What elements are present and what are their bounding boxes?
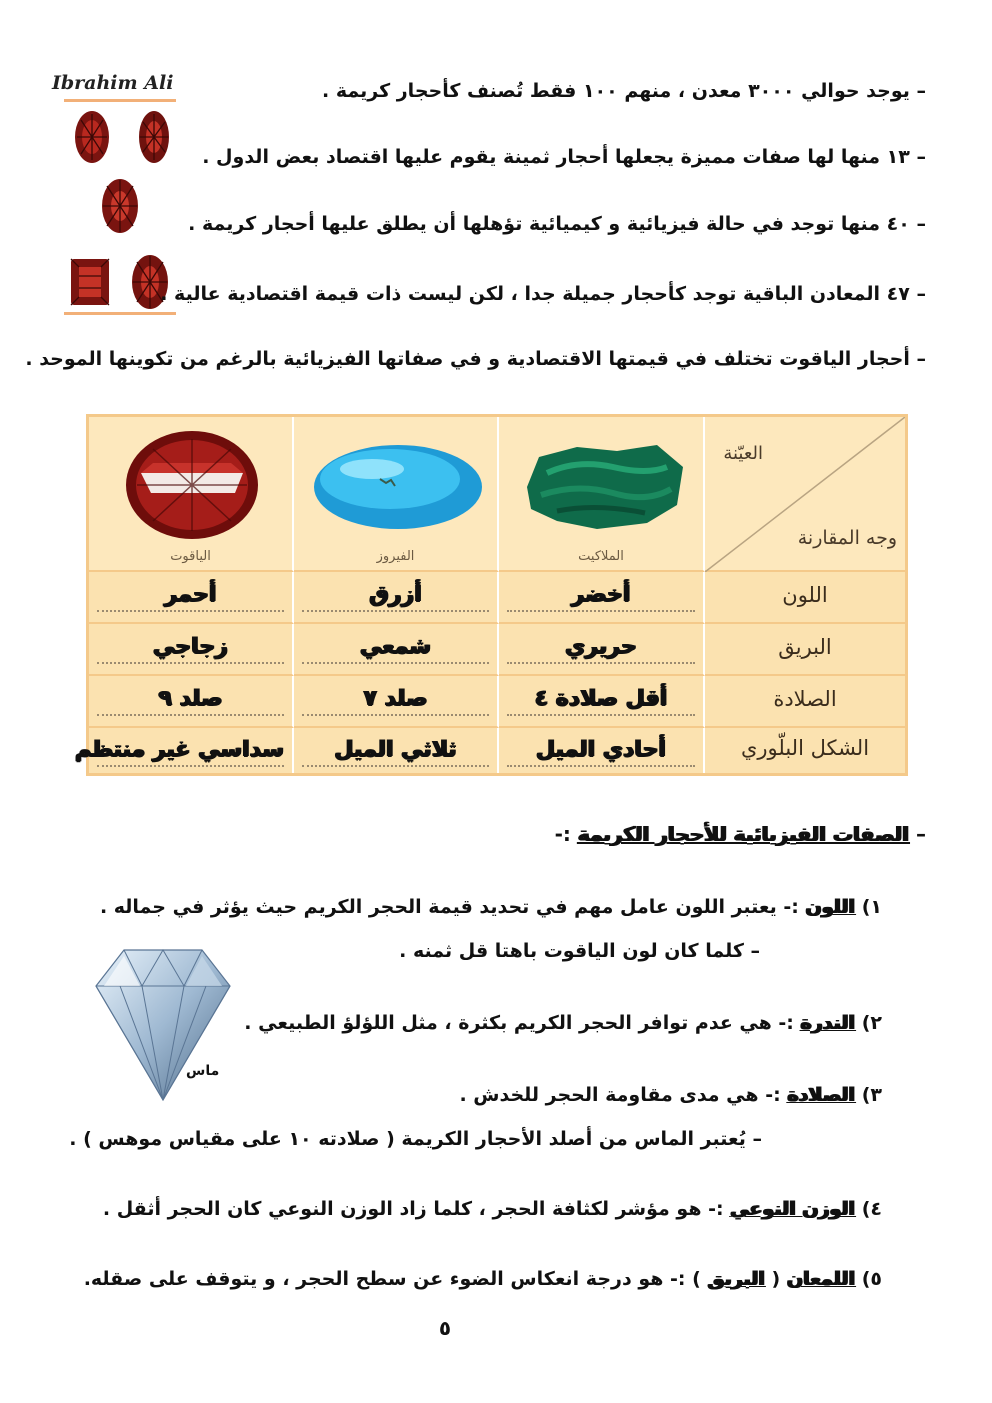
row-label-cell bbox=[705, 728, 905, 773]
table-cell bbox=[499, 624, 705, 676]
garnet-oval-icon bbox=[72, 108, 112, 166]
table-cell bbox=[294, 676, 499, 728]
sample-cell-turquoise bbox=[294, 417, 499, 572]
table-cell bbox=[74, 728, 294, 773]
author-name: Ibrahim Ali bbox=[52, 72, 174, 94]
garnet-oval-icon bbox=[136, 108, 172, 166]
row-label-cell bbox=[705, 572, 905, 624]
section-suffix: :- bbox=[554, 822, 571, 846]
bullet-line: – ٤٧ المعادن الباقية توجد كأحجار جميلة جدا ، لكن ليست ذات قيمة اقتصادية عالية . bbox=[160, 283, 926, 305]
table-cell bbox=[499, 572, 705, 624]
table-cell bbox=[499, 728, 705, 773]
property-text: :- هو مؤشر لكثافة الحجر ، كلما زاد الوزن النوعي كان الحجر أثقل . bbox=[102, 1198, 724, 1220]
property-term: اللون bbox=[805, 896, 856, 918]
bullet-line: – أحجار الياقوت تختلف في قيمتها الاقتصادية و في صفاتها الفيزيائية بالرغم من تكوينها الموحد . bbox=[25, 348, 926, 370]
header-compare-label: وجه المقارنة bbox=[797, 527, 897, 549]
table-cell bbox=[89, 676, 294, 728]
gem-rule-bottom bbox=[64, 312, 176, 315]
garnet-square-icon bbox=[68, 256, 112, 308]
cell-value: أقل صلادة ٤ bbox=[507, 684, 695, 716]
property-note: – كلما كان لون الياقوت باهتا قل ثمنه . bbox=[399, 940, 760, 962]
property-number: ٣) bbox=[861, 1084, 882, 1106]
cell-value: صلد ٩ bbox=[97, 684, 284, 716]
row-label-cell bbox=[705, 676, 905, 728]
garnet-round-icon bbox=[100, 176, 140, 236]
property-item bbox=[100, 896, 882, 918]
cell-value: سداسي غير منتظم bbox=[97, 735, 284, 767]
property-text: :- هي مدى مقاومة الحجر للخدش . bbox=[459, 1084, 781, 1106]
property-number: ٢) bbox=[861, 1012, 882, 1034]
header-diagonal-cell bbox=[705, 417, 905, 572]
bullet-line: – ٤٠ منها توجد في حالة فيزيائية و كيميائية تؤهلها أن يطلق عليها أحجار كريمة . bbox=[188, 213, 926, 235]
cell-value: أحادي الميل bbox=[507, 735, 695, 767]
table-cell bbox=[294, 572, 499, 624]
property-term: الصلادة bbox=[787, 1084, 856, 1106]
malachite-icon bbox=[517, 437, 689, 533]
page-number: ٥ bbox=[438, 1316, 452, 1340]
sample-caption: الفيروز bbox=[376, 549, 415, 564]
table-cell bbox=[499, 676, 705, 728]
cell-value: أخضر bbox=[507, 580, 695, 612]
cell-value: صلد ٧ bbox=[302, 684, 489, 716]
comparison-table bbox=[74, 414, 908, 776]
property-item bbox=[459, 1084, 882, 1106]
property-text: :- هي عدم توافر الحجر الكريم بكثرة ، مثل اللؤلؤ الطبيعي . bbox=[244, 1012, 794, 1034]
header-sample-label: العيّنة bbox=[723, 443, 763, 464]
sample-caption: الياقوت bbox=[170, 549, 211, 564]
gem-rule-top bbox=[64, 99, 176, 102]
property-paren-open: ( bbox=[771, 1268, 781, 1290]
property-number: ١) bbox=[861, 896, 882, 918]
row-label: البريق bbox=[778, 635, 832, 659]
property-text: :- يعتبر اللون عامل مهم في تحديد قيمة الحجر الكريم حيث يؤثر في جماله . bbox=[99, 896, 799, 918]
cell-value: حريري bbox=[507, 632, 695, 664]
section-dash: – bbox=[916, 822, 926, 846]
turquoise-icon bbox=[310, 439, 486, 535]
table-cell bbox=[89, 572, 294, 624]
sample-cell-ruby bbox=[89, 417, 294, 572]
property-term: اللمعان bbox=[786, 1268, 856, 1290]
ruby-icon bbox=[123, 425, 261, 541]
table-cell bbox=[294, 728, 499, 773]
bullet-line: – يوجد حوالي ٣٠٠٠ معدن ، منهم ١٠٠ فقط تُصنف كأحجار كريمة . bbox=[322, 80, 926, 102]
property-term: الوزن النوعي bbox=[730, 1198, 856, 1220]
property-number: ٤) bbox=[861, 1198, 882, 1220]
property-number: ٥) bbox=[861, 1268, 882, 1290]
row-label: الصلادة bbox=[773, 687, 837, 711]
property-term-alt: البريق bbox=[707, 1268, 765, 1290]
section-title-text: الصفات الفيزيائية للأحجار الكريمة bbox=[577, 822, 910, 846]
sample-caption: الملاكيت bbox=[578, 549, 624, 564]
diamond-label: ماس bbox=[186, 1063, 220, 1079]
section-title bbox=[555, 822, 926, 846]
cell-value: أحمر bbox=[97, 580, 284, 612]
row-label-cell bbox=[705, 624, 905, 676]
cell-value: ثلاثي الميل bbox=[302, 735, 489, 767]
row-label: اللون bbox=[782, 583, 828, 607]
cell-value: أزرق bbox=[302, 580, 489, 612]
table-cell bbox=[294, 624, 499, 676]
cell-value: شمعي bbox=[302, 632, 489, 664]
sample-cell-malachite bbox=[499, 417, 705, 572]
property-note: – يُعتبر الماس من أصلد الأحجار الكريمة ( صلادته ١٠ على مقياس موهس ) . bbox=[69, 1128, 762, 1150]
table-cell bbox=[89, 624, 294, 676]
property-text: ) :- هو درجة انعكاس الضوء عن سطح الحجر ، و يتوقف على صقله. bbox=[83, 1268, 701, 1290]
bullet-line: – ١٣ منها لها صفات مميزة يجعلها أحجار ثمينة يقوم عليها اقتصاد بعض الدول . bbox=[202, 146, 926, 168]
property-item bbox=[244, 1012, 882, 1034]
property-term: الندرة bbox=[800, 1012, 856, 1034]
property-item bbox=[84, 1268, 882, 1290]
cell-value: زجاجي bbox=[97, 632, 284, 664]
diamond-icon bbox=[90, 940, 236, 1106]
property-item bbox=[103, 1198, 882, 1220]
row-label: الشكل البلّوري bbox=[740, 736, 870, 760]
